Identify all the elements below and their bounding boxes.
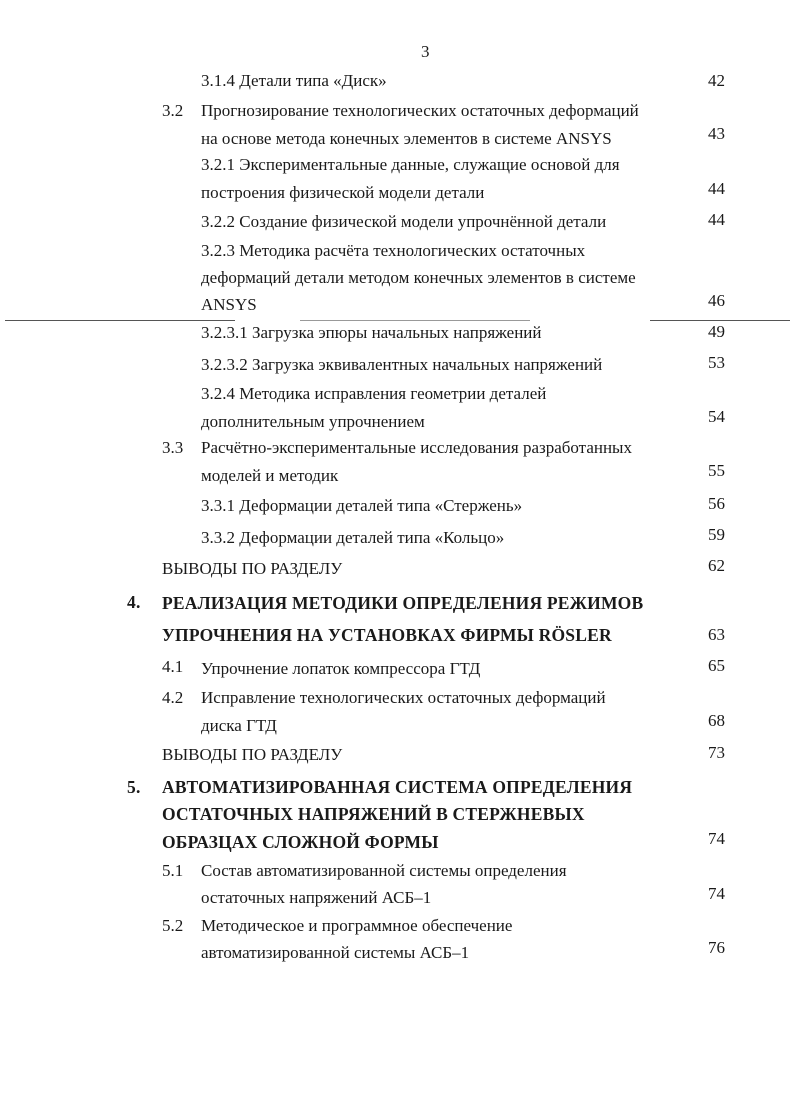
toc-entry-number: 3.2 bbox=[162, 101, 184, 120]
toc-entry-page: 63 bbox=[708, 625, 725, 644]
toc-entry-title: построения физической модели детали bbox=[201, 183, 485, 202]
toc-entry-title: 3.3.1 Деформации деталей типа «Стержень» bbox=[201, 496, 523, 515]
toc-entry-title: Упрочнение лопаток компрессора ГТД bbox=[201, 659, 481, 678]
toc-entry-title: 3.1.4 Детали типа «Диск» bbox=[201, 71, 387, 90]
scan-artifact-line bbox=[650, 320, 790, 321]
toc-entry-page: 65 bbox=[708, 656, 725, 675]
page-number: 3 bbox=[421, 42, 430, 61]
toc-entry-number: 5.1 bbox=[162, 861, 184, 880]
toc-entry-page: 62 bbox=[708, 556, 725, 575]
toc-entry-number: 3.3 bbox=[162, 438, 184, 457]
toc-entry-title: Прогнозирование технологических остаточных деформаций bbox=[201, 101, 639, 120]
toc-entry-title: 3.2.4 Методика исправления геометрии деталей bbox=[201, 384, 547, 403]
toc-chapter-title: РЕАЛИЗАЦИЯ МЕТОДИКИ ОПРЕДЕЛЕНИЯ РЕЖИМОВ bbox=[162, 593, 644, 613]
toc-entry-number: 5.2 bbox=[162, 916, 184, 935]
toc-chapter-title: АВТОМАТИЗИРОВАННАЯ СИСТЕМА ОПРЕДЕЛЕНИЯ bbox=[162, 777, 633, 797]
toc-entry-title: Методическое и программное обеспечение bbox=[201, 916, 513, 935]
toc-entry-title: 3.2.3 Методика расчёта технологических остаточных bbox=[201, 241, 586, 260]
toc-entry-page: 56 bbox=[708, 494, 725, 513]
toc-entry-title: 3.2.1 Экспериментальные данные, служащие основой для bbox=[201, 155, 620, 174]
toc-chapter-number: 4. bbox=[127, 592, 141, 612]
toc-entry-page: 43 bbox=[708, 124, 725, 143]
toc-entry-title: Исправление технологических остаточных деформаций bbox=[201, 688, 606, 707]
toc-entry-page: 44 bbox=[708, 179, 725, 198]
toc-entry-title: диска ГТД bbox=[201, 716, 277, 735]
toc-entry-title: деформаций детали методом конечных элементов в системе bbox=[201, 268, 636, 287]
toc-entry-title: Состав автоматизированной системы определения bbox=[201, 861, 567, 880]
toc-entry-page: 55 bbox=[708, 461, 725, 480]
toc-entry-page: 53 bbox=[708, 353, 725, 372]
toc-entry-title: Расчётно-экспериментальные исследования разработанных bbox=[201, 438, 632, 457]
toc-chapter-title: УПРОЧНЕНИЯ НА УСТАНОВКАХ ФИРМЫ RÖSLER bbox=[162, 625, 612, 645]
toc-entry-page: 54 bbox=[708, 407, 725, 426]
toc-entry-page: 42 bbox=[708, 71, 725, 90]
toc-entry-number: 4.1 bbox=[162, 657, 184, 676]
toc-entry-title: автоматизированной системы АСБ–1 bbox=[201, 943, 470, 962]
toc-entry-page: 74 bbox=[708, 829, 725, 848]
toc-entry-title: дополнительным упрочнением bbox=[201, 412, 425, 431]
toc-entry-page: 46 bbox=[708, 291, 725, 310]
toc-entry-page: 74 bbox=[708, 884, 725, 903]
toc-entry-title: ВЫВОДЫ ПО РАЗДЕЛУ bbox=[162, 559, 343, 578]
toc-entry-title: 3.3.2 Деформации деталей типа «Кольцо» bbox=[201, 528, 505, 547]
toc-entry-title: ANSYS bbox=[201, 295, 257, 314]
toc-entry-page: 59 bbox=[708, 525, 725, 544]
toc-entry-title: 3.2.3.1 Загрузка эпюры начальных напряжений bbox=[201, 323, 542, 342]
scan-artifact-line bbox=[300, 320, 530, 321]
toc-entry-page: 73 bbox=[708, 743, 725, 762]
toc-entry-title: 3.2.2 Создание физической модели упрочнённой детали bbox=[201, 212, 607, 231]
toc-entry-number: 4.2 bbox=[162, 688, 184, 707]
toc-chapter-number: 5. bbox=[127, 777, 141, 797]
toc-entry-page: 68 bbox=[708, 711, 725, 730]
toc-entry-title: остаточных напряжений АСБ–1 bbox=[201, 888, 432, 907]
toc-entry-title: 3.2.3.2 Загрузка эквивалентных начальных напряжений bbox=[201, 355, 603, 374]
toc-entry-page: 76 bbox=[708, 938, 725, 957]
toc-chapter-title: ОБРАЗЦАХ СЛОЖНОЙ ФОРМЫ bbox=[162, 832, 439, 852]
toc-chapter-title: ОСТАТОЧНЫХ НАПРЯЖЕНИЙ В СТЕРЖНЕВЫХ bbox=[162, 804, 585, 824]
toc-entry-title: на основе метода конечных элементов в системе ANSYS bbox=[201, 129, 612, 148]
scan-artifact-line bbox=[5, 320, 235, 321]
toc-entry-title: моделей и методик bbox=[201, 466, 339, 485]
toc-entry-page: 49 bbox=[708, 322, 725, 341]
toc-entry-page: 44 bbox=[708, 210, 725, 229]
toc-entry-title: ВЫВОДЫ ПО РАЗДЕЛУ bbox=[162, 745, 343, 764]
